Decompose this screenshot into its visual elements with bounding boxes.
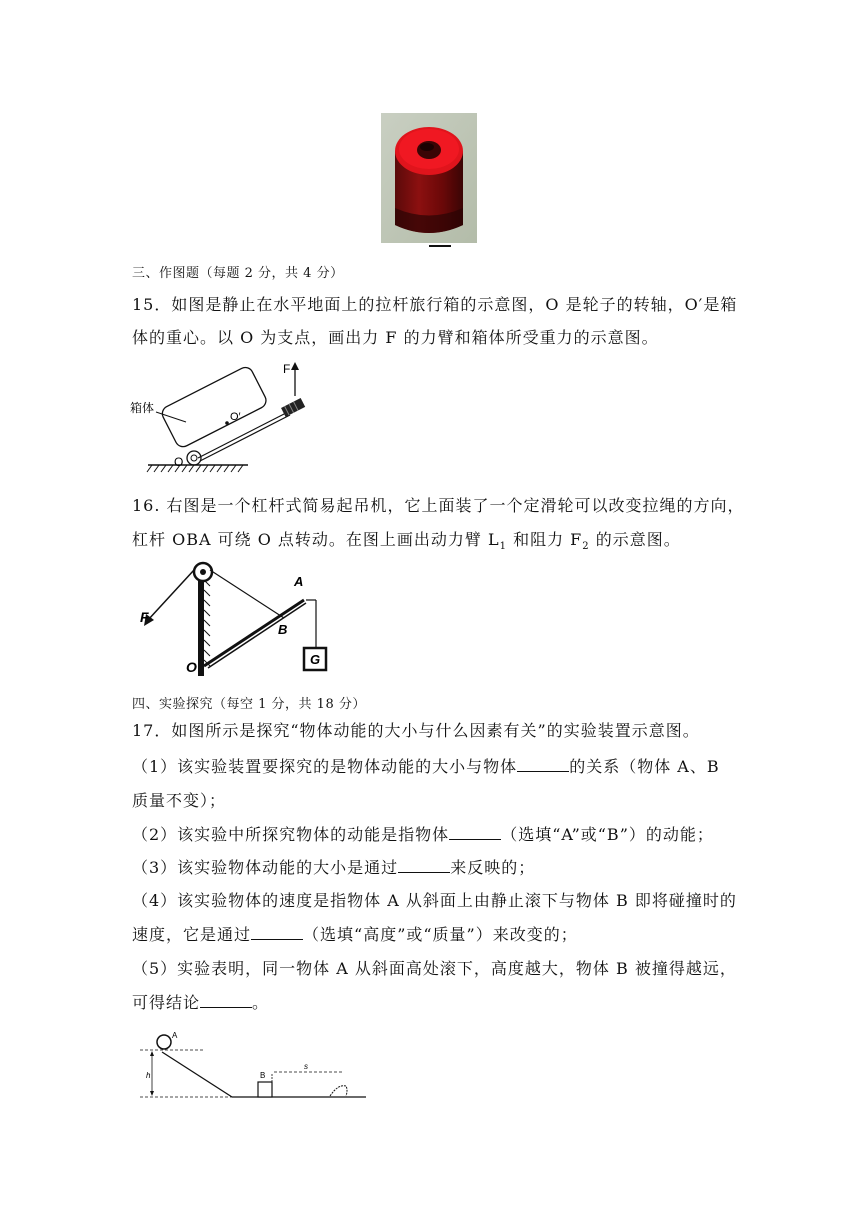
q17-part-1-line-2: 质量不变）； [132, 791, 227, 810]
suitcase-body [160, 365, 269, 450]
q17-part-4-line-2 [132, 922, 578, 945]
force-label: F [283, 362, 291, 376]
blank-1[interactable] [517, 757, 569, 772]
q17-part-2 [132, 822, 714, 845]
q17-intro: 17．如图所示是探究“物体动能的大小与什么因素有关”的实验装置示意图。 [132, 721, 700, 740]
q15-line-1: 15．如图是静止在水平地面上的拉杆旅行箱的示意图，O 是轮子的转轴，O′是箱 [132, 295, 738, 314]
center-label: O′ [230, 411, 241, 423]
ground-hatching [147, 465, 243, 472]
blank-5[interactable] [200, 993, 252, 1008]
incline [162, 1052, 232, 1097]
rope-pulley-b [210, 570, 284, 618]
suitcase-figure [128, 360, 318, 478]
ball-a [157, 1035, 171, 1049]
q16-sub-2: 2 [582, 541, 590, 553]
q17-part-3 [132, 855, 535, 878]
label-f: F [140, 609, 149, 625]
crane-figure [134, 560, 334, 680]
q16-line-2-pre: 杠杆 OBA 可绕 O 点转动。在图上画出动力臂 L [132, 530, 500, 549]
label-o: O [186, 659, 197, 675]
photo-caption-mark [429, 245, 451, 247]
q17-p1-post: 的关系（物体 A、B [569, 757, 720, 776]
cylinder-image [381, 113, 477, 248]
q15-line-2: 体的重心。以 O 为支点，画出力 F 的力臂和箱体所受重力的示意图。 [132, 328, 659, 347]
handle-bar [198, 412, 288, 458]
block-b [258, 1082, 272, 1097]
label-h: h [146, 1071, 151, 1080]
vertical-post [198, 574, 204, 676]
label-s: s [304, 1062, 308, 1071]
section-three-title: 三、作图题（每题 2 分，共 4 分） [132, 266, 344, 281]
post-hatching [204, 580, 210, 666]
cylinder-photo [381, 113, 477, 243]
rope-force [148, 570, 194, 620]
q17-p3-pre: （3）该实验物体动能的大小是通过 [132, 858, 399, 877]
section-four-title: 四、实验探究（每空 1 分，共 18 分） [132, 697, 366, 712]
weight-label: G [310, 652, 321, 667]
lever-oba [204, 600, 304, 666]
final-position [330, 1086, 347, 1096]
q17-part-4-line-1: （4）该实验物体的速度是指物体 A 从斜面上由静止滚下与物体 B 即将碰撞时的 [132, 891, 737, 910]
blank-4[interactable] [251, 925, 303, 940]
handle-grip [281, 398, 305, 417]
q17-p1-pre: （1）该实验装置要探究的是物体动能的大小与物体 [132, 757, 518, 776]
blank-2[interactable] [449, 825, 501, 840]
q16-line-2 [132, 527, 681, 552]
q16-line-1: 16. 右图是一个杠杆式简易起吊机，它上面装了一个定滑轮可以改变拉绳的方向， [132, 496, 745, 515]
q17-p5-post: 。 [252, 993, 270, 1012]
q17-p5-pre: 可得结论 [132, 993, 201, 1012]
q17-part-5-line-1: （5）实验表明，同一物体 A 从斜面高处滚下，高度越大，物体 B 被撞得越远， [132, 959, 737, 978]
center-of-gravity-dot [225, 421, 229, 425]
label-a: A [294, 574, 304, 589]
label-b: B [278, 622, 288, 637]
q16-line-2-post: 的示意图。 [589, 530, 681, 549]
pivot-label: O [174, 455, 184, 469]
q17-p3-post: 来反映的； [450, 858, 536, 877]
q17-part-5-line-2 [132, 990, 269, 1013]
q17-p2-post: （选填“A”或“B”）的动能； [501, 825, 714, 844]
ramp-figure [134, 1026, 374, 1106]
label-b-ramp: B [260, 1071, 266, 1080]
q16-sub-1: 1 [499, 541, 507, 553]
label-a-ramp: A [172, 1031, 178, 1040]
blank-3[interactable] [398, 858, 450, 873]
box-label: 箱体 [130, 401, 155, 415]
q17-p2-pre: （2）该实验中所探究物体的动能是指物体 [132, 825, 450, 844]
q16-line-2-mid: 和阻力 F [506, 530, 583, 549]
q17-part-1 [132, 754, 720, 777]
q17-p4-pre: 速度，它是通过 [132, 925, 252, 944]
q17-p4-post: （选填“高度”或“质量”）来改变的； [303, 925, 578, 944]
